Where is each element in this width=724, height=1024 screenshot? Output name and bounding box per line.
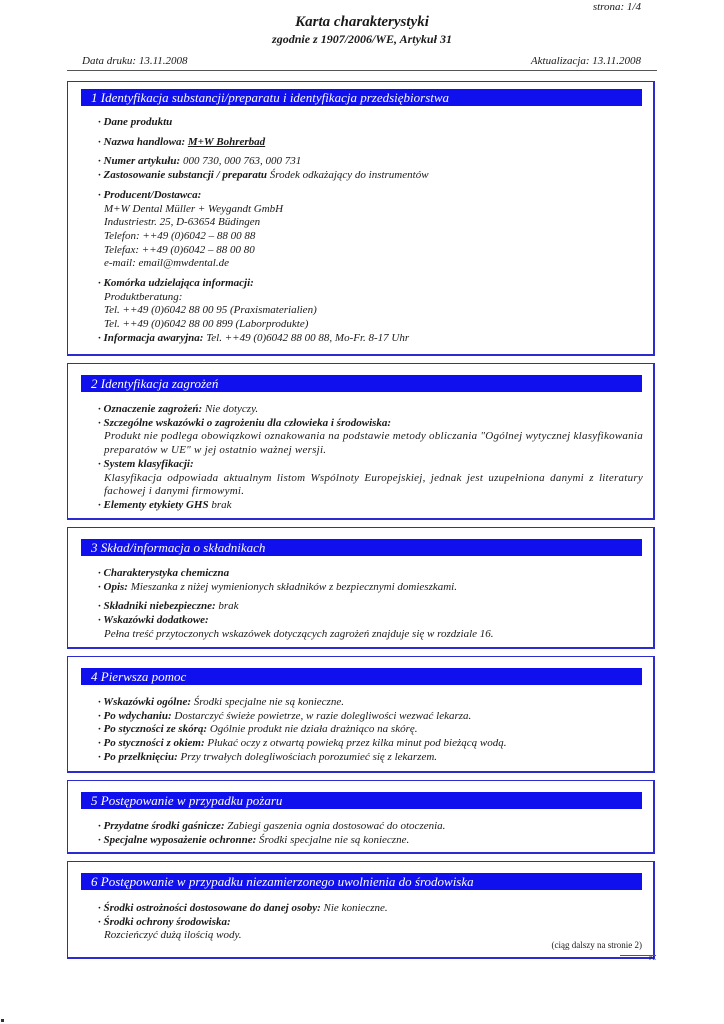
- update-date: Aktualizacja: 13.11.2008: [530, 55, 641, 67]
- section-4-body: [98, 696, 643, 765]
- corner-mark: [1, 1019, 4, 1022]
- info-line: Tel. ++49 (0)6042 88 00 899 (Laborprodukte): [104, 318, 309, 331]
- emergency-row: · Informacja awaryjna: Tel. ++49 (0)6042 88 00 88, Mo-Fr. 8-17 Uhr: [98, 331, 410, 344]
- system-label: · System klasyfikacji:: [98, 457, 194, 470]
- dangerous-row: · Składniki niebezpieczne: brak: [98, 600, 239, 613]
- section-3-body: [98, 567, 643, 642]
- producer-line: e-mail: email@mwdental.de: [104, 257, 229, 270]
- section-2-body: [98, 403, 643, 513]
- chem-label: · Charakterystyka chemiczna: [98, 567, 230, 579]
- continued-note: (ciąg dalszy na stronie 2): [551, 940, 642, 950]
- section-1-title: 1 Identyfikacja substancji/preparatu i identyfikacja przedsiębiorstwa: [81, 89, 642, 106]
- environment-label: · Środki ochrony środowiska:: [98, 915, 231, 928]
- use-row: · Zastosowanie substancji / preparatu Środek odkażający do instrumentów: [98, 169, 429, 182]
- eye-row: · Po styczności z okiem: Płukać oczy z otwartą powieką przez kilka minut pod bieżącą wodą.: [98, 737, 507, 750]
- section-2-title: 2 Identyfikacja zagrożeń: [81, 375, 642, 392]
- section-2: [67, 363, 655, 520]
- hazard-row: · Oznaczenie zagrożeń: Nie dotyczy.: [98, 403, 259, 415]
- special-label: · Szczególne wskazówki o zagrożeniu dla człowieka i środowiska:: [98, 416, 392, 429]
- section-5: [67, 780, 655, 854]
- additional-label: · Wskazówki dodatkowe:: [98, 614, 209, 627]
- additional-text: Pełna treść przytoczonych wskazówek dotyczących zagrożeń znajduje się w rozdziale 16.: [104, 627, 494, 640]
- producer-line: Telefax: ++49 (0)6042 – 88 00 80: [104, 243, 255, 256]
- trade-name-row: · Nazwa handlowa: M+W Bohrerbad: [98, 135, 266, 148]
- trade-name: M+W Bohrerbad: [187, 135, 266, 148]
- producer-line: Telefon: ++49 (0)6042 – 88 00 88: [104, 229, 256, 242]
- header-divider: [67, 70, 657, 71]
- environment-text: Rozcieńczyć dużą ilością wody.: [104, 929, 242, 942]
- info-label: · Komórka udzielająca informacji:: [98, 277, 254, 290]
- inhalation-row: · Po wdychaniu: Dostarczyć świeże powietrze, w razie dolegliwości wezwać lekarza.: [98, 709, 472, 722]
- special-text: Produkt nie podlega obowiązkowi oznakowania na podstawie metody obliczania "Ogólnej wytycznej klasyfikowania preparatów w UE" w jej ostatnio ważnej wersji.: [104, 430, 643, 457]
- extinguishing-row: · Przydatne środki gaśnicze: Zabiegi gaszenia ognia dostosować do otoczenia.: [98, 820, 446, 832]
- desc-row: · Opis: Mieszanka z niżej wymienionych składników z bezpiecznymi domieszkami.: [98, 580, 457, 593]
- skin-row: · Po styczności ze skórą: Ogólnie produkt nie działa drażniąco na skórę.: [98, 723, 418, 736]
- document-subtitle: zgodnie z 1907/2006/WE, Artykuł 31: [272, 32, 452, 46]
- product-data-label: · Dane produktu: [98, 116, 173, 128]
- section-5-body: [98, 820, 643, 847]
- section-3: [67, 527, 655, 649]
- general-row: · Wskazówki ogólne: Środki specjalne nie są konieczne.: [98, 696, 344, 708]
- section-6-title: 6 Postępowanie w przypadku niezamierzonego uwolnienia do środowiska: [81, 873, 642, 890]
- section-1-body: [98, 116, 643, 346]
- ghs-row: · Elementy etykiety GHS brak: [98, 498, 232, 511]
- personal-precautions-row: · Środki ostrożności dostosowane do danej osoby: Nie konieczne.: [98, 902, 388, 914]
- print-date: Data druku: 13.11.2008: [82, 55, 188, 67]
- info-line: Produktberatung:: [104, 290, 183, 303]
- producer-line: Industriestr. 25, D-63654 Büdingen: [104, 216, 261, 229]
- section-5-title: 5 Postępowanie w przypadku pożaru: [81, 792, 642, 809]
- system-text: Klasyfikacja odpowiada aktualnym listom Wspólnoty Europejskiej, jednak jest uzupełniona danymi z literatury fachowej i danymi firmowymi.: [104, 471, 643, 498]
- swallow-row: · Po przełknięciu: Przy trwałych dolegliwościach porozumieć się z lekarzem.: [98, 750, 438, 763]
- protective-equipment-row: · Specjalne wyposażenie ochronne: Środki specjalne nie są konieczne.: [98, 833, 410, 846]
- section-3-title: 3 Skład/informacja o składnikach: [81, 539, 642, 556]
- producer-label: · Producent/Dostawca:: [98, 188, 202, 201]
- page-number: strona: 1/4: [592, 1, 641, 13]
- document-title: Karta charakterystyki: [295, 14, 429, 30]
- info-line: Tel. ++49 (0)6042 88 00 95 (Praxismaterialien): [104, 304, 317, 317]
- section-4: [67, 656, 655, 773]
- language-code: PL: [620, 955, 656, 963]
- article-number-row: · Numer artykułu: 000 730, 000 763, 000 731: [98, 155, 302, 168]
- section-6-body: [98, 902, 643, 943]
- section-4-title: 4 Pierwsza pomoc: [81, 668, 642, 685]
- section-1: [67, 81, 655, 356]
- producer-line: M+W Dental Müller + Weygandt GmbH: [104, 202, 284, 215]
